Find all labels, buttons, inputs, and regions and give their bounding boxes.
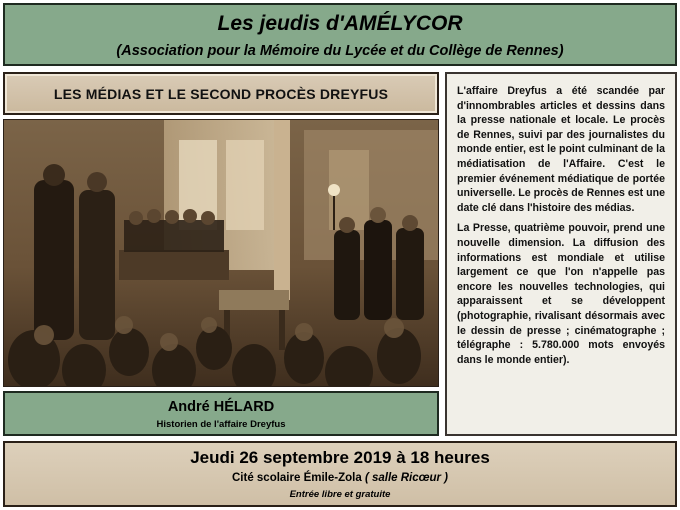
- talk-title-box: [3, 72, 439, 115]
- association-subtitle: (Association pour la Mémoire du Lycée et du Collège de Rennes): [116, 43, 564, 59]
- entry-note: Entrée libre et gratuite: [289, 489, 391, 500]
- event-header: [3, 3, 677, 66]
- speaker-box: [3, 391, 439, 436]
- speaker-role: Historien de l'affaire Dreyfus: [156, 419, 286, 430]
- description-paragraph-1: L'affaire Dreyfus a été scandée par d'innombrables articles et dessins dans la presse nationale et locale. Le procès de Rennes, suivi par des journalistes du monde entier, est le point culminant de la médiatisation de l'Affaire. C'est le premier événement médiatique de portée universelle. Le procès de Rennes est une date clé dans l'histoire des médias.: [457, 85, 665, 214]
- description-paragraph-2: La Presse, quatrième pouvoir, prend une nouvelle dimension. La diffusion des informations est mondiale et utilise largement ce que l'on n'appelle pas encore les nouvelles technologies, qui apparaissent et se développent (photographie, rivalisant désormais avec le dessin de presse ; cinématographe ; télégraphe : 5.780.000 mots envoyés dans le monde entier).: [457, 222, 665, 366]
- courtroom-photo-illustration: [4, 120, 438, 386]
- event-place-line: [5, 471, 675, 485]
- event-details: [3, 441, 677, 507]
- association-title: Les jeudis d'AMÉLYCOR: [217, 12, 463, 35]
- description-panel: [445, 72, 677, 436]
- event-room: ( salle Ricœur ): [364, 472, 449, 484]
- event-date: Jeudi 26 septembre 2019 à 18 heures: [190, 448, 490, 467]
- speaker-name: André HÉLARD: [167, 399, 275, 415]
- event-place: Cité scolaire Émile-Zola: [231, 472, 362, 484]
- courtroom-photo: [3, 119, 439, 387]
- talk-title: LES MÉDIAS ET LE SECOND PROCÈS DREYFUS: [53, 85, 389, 102]
